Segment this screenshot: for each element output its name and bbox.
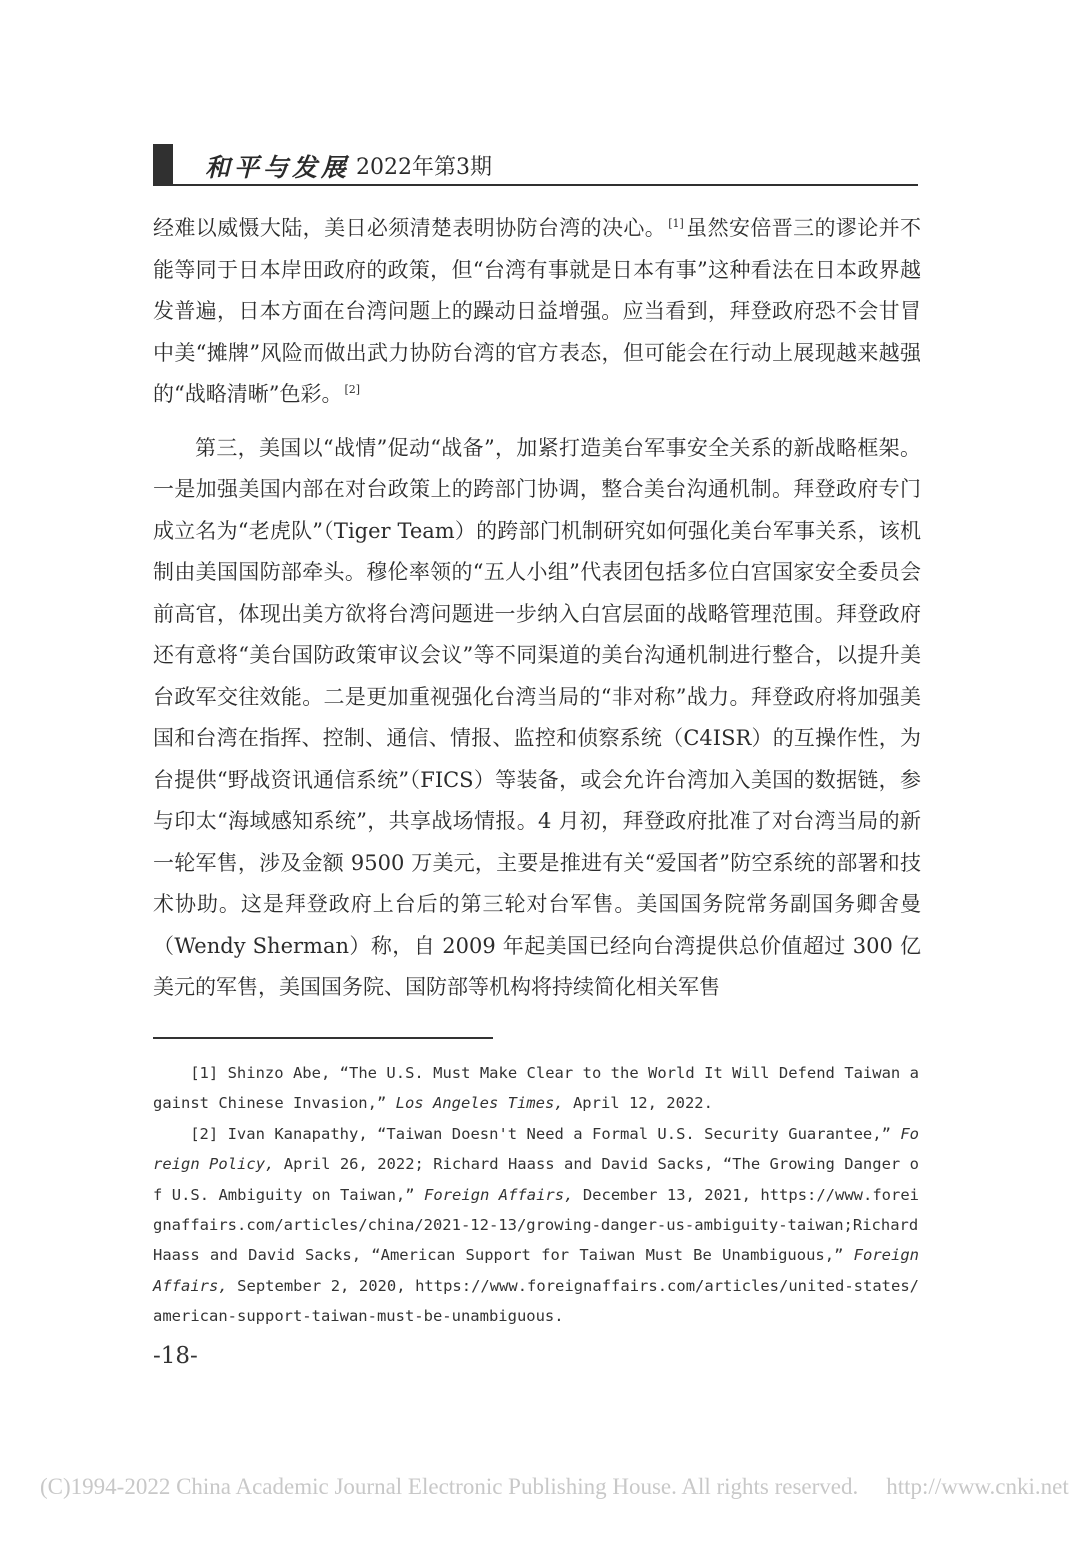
main-text: [153, 208, 921, 1009]
journal-title: 和平与发展: [205, 153, 351, 182]
copyright-url[interactable]: http://www.cnki.net: [886, 1474, 1069, 1499]
footnote-2-text-b: April 26, 2022; Richard Haass and David Sacks, “The Growing Danger of U.S. Ambiguity on Taiwan,”: [153, 1155, 919, 1204]
footnote-ref-1[interactable]: [1]: [668, 217, 684, 230]
page-number: -18-: [153, 1343, 198, 1369]
footnote-divider: [153, 1037, 493, 1039]
footnote-2-source-1: Foreign Policy,: [153, 1124, 919, 1174]
copyright-notice: (C)1994-2022 China Academic Journal Electronic Publishing House. All rights reserved.: [40, 1474, 859, 1499]
footnote-2-text-c: December 13, 2021, https://www.foreignaffairs.com/articles/china/2021-12-13/growing-danger-us-ambiguity-taiwan;Richard Haass and David Sacks, “American Support for Taiwan Must Be Unambiguous,”: [153, 1185, 920, 1265]
footnote-2-source-2: Foreign Affairs,: [424, 1185, 574, 1204]
footnote-2-source-3: Foreign Affairs,: [153, 1246, 919, 1295]
header-rule: [153, 184, 918, 186]
footnote-1-text: [1] Shinzo Abe, “The U.S. Must Make Clear to the World It Will Defend Taiwan against Chinese Invasion,”: [153, 1064, 919, 1113]
footnote-1: [153, 1058, 919, 1119]
footnote-2: [153, 1119, 919, 1332]
footnote-2-text-d: September 2, 2020, https://www.foreignaffairs.com/articles/united-states/american-support-taiwan-must-be-unambiguous.: [153, 1276, 919, 1326]
paragraph-1: [153, 208, 921, 416]
issue-label: 2022年第3期: [356, 155, 492, 180]
header-block-marker: [153, 144, 173, 186]
paragraph-1-part-b: 虽然安倍晋三的谬论并不能等同于日本岸田政府的政策，但“台湾有事就是日本有事”这种看法在日本政界越发普遍，日本方面在台湾问题上的躁动日益增强。应当看到，拜登政府恐不会甘冒中美“摊牌”风险而做出武力协防台湾的官方表态，但可能会在行动上展现越来越强的“战略清晰”色彩。: [153, 216, 922, 406]
paragraph-1-part-a: 经难以威慑大陆，美日必须清楚表明协防台湾的决心。: [153, 216, 667, 240]
footnote-2-text-a: [2] Ivan Kanapathy, “Taiwan Doesn't Need a Formal U.S. Security Guarantee,”: [190, 1124, 891, 1143]
footnote-1-date: April 12, 2022.: [563, 1094, 713, 1113]
footnotes: [153, 1058, 919, 1332]
running-header: [153, 144, 918, 186]
copyright-watermark: [40, 1474, 1080, 1500]
paragraph-2: 第三，美国以“战情”促动“战备”，加紧打造美台军事安全关系的新战略框架。一是加强美国内部在对台政策上的跨部门协调，整合美台沟通机制。拜登政府专门成立名为“老虎队”（Tiger Team）的跨部门机制研究如何强化美台军事关系，该机制由美国国防部牵头。穆伦率领的“五人小组”代表团包括多位白宫国家安全委员会前高官，体现出美方欲将台湾问题进一步纳入白宫层面的战略管理范围。拜登政府还有意将“美台国防政策审议会议”等不同渠道的美台沟通机制进行整合，以提升美台政军交往效能。二是更加重视强化台湾当局的“非对称”战力。拜登政府将加强美国和台湾在指挥、控制、通信、情报、监控和侦察系统（C4ISR）的互操作性，为台提供“野战资讯通信系统”（FICS）等装备，或会允许台湾加入美国的数据链，参与印太“海域感知系统”，共享战场情报。4 月初，拜登政府批准了对台湾当局的新一轮军售，涉及金额 9500 万美元，主要是推进有关“爱国者”防空系统的部署和技术协助。这是拜登政府上台后的第三轮对台军售。美国国务院常务副国务卿舍曼（Wendy Sherman）称，自 2009 年起美国已经向台湾提供总价值超过 300 亿美元的军售，美国国务院、国防部等机构将持续简化相关军售: [153, 435, 921, 999]
footnote-1-source: Los Angeles Times,: [395, 1094, 564, 1113]
footnote-ref-2[interactable]: [2]: [344, 383, 361, 396]
